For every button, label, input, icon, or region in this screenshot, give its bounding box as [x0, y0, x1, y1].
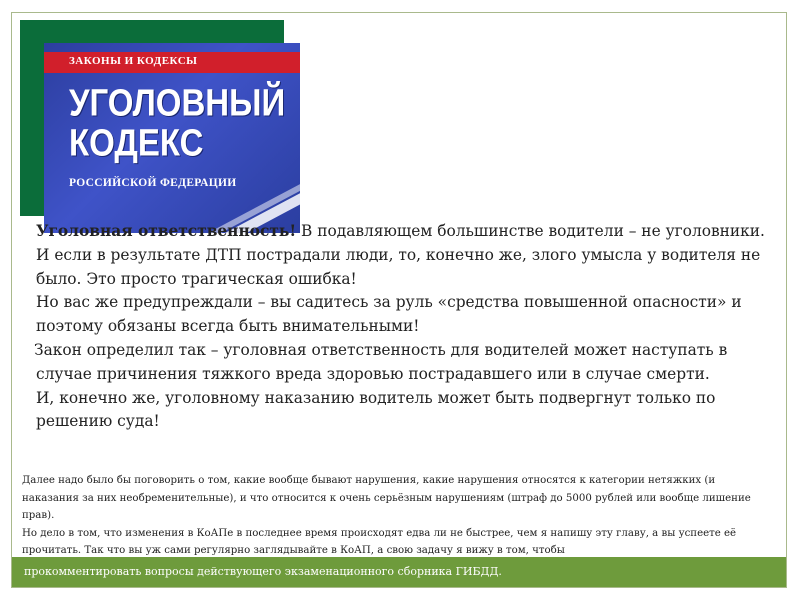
- paragraph-4: И, конечно же, уголовному наказанию водитель может быть подвергнут только по решению суда!: [36, 388, 716, 431]
- paragraph-1-lead: Уголовная ответственность!: [36, 222, 297, 240]
- cover-subtitle: РОССИЙСКОЙ ФЕДЕРАЦИИ: [69, 177, 237, 189]
- cover-title-line1: УГОЛОВНЫЙ: [69, 80, 286, 124]
- footer-bar: [12, 557, 786, 587]
- paragraph-1: [36, 220, 776, 291]
- small-text-block: [22, 472, 774, 560]
- cover-title-line2: КОДЕКС: [69, 120, 204, 164]
- small-paragraph-2: Но дело в том, что изменения в КоАПе в последнее время происходят едва ли не быстрее, чем я напишу эту главу, а вы успеете её прочитать. Так что вы уж сами регулярно заглядывайте в КоАП, а свою задачу я вижу в том, чтобы: [22, 527, 737, 556]
- book-cover-image: [20, 20, 284, 216]
- paragraph-3: Закон определил так – уголовная ответственность для водителей может наступать в случае причинения тяжкого вреда здоровью пострадавшего или в случае смерти.: [34, 340, 728, 383]
- main-text-block: [36, 220, 776, 434]
- paragraph-1-body: В подавляющем большинстве водители – не уголовники. И если в результате ДТП пострадали люди, то, конечно же, злого умысла у водителя не было. Это просто трагическая ошибка!: [36, 222, 765, 288]
- series-band: [44, 52, 300, 73]
- small-paragraph-1: Далее надо было бы поговорить о том, какие вообще бывают нарушения, какие нарушения относятся к категории нетяжких (и наказания за них необременительные), и что относится к очень серьёзным нарушениям (штраф до 5000 рублей или вообще лишение прав).: [22, 475, 751, 521]
- book-cover: [44, 43, 300, 233]
- series-label: ЗАКОНЫ И КОДЕКСЫ: [69, 55, 198, 67]
- paragraph-2: Но вас же предупреждали – вы садитесь за руль «средства повышенной опасности» и поэтому обязаны всегда быть внимательными!: [36, 293, 742, 336]
- footer-text: прокомментировать вопросы действующего экзаменационного сборника ГИБДД.: [24, 565, 502, 578]
